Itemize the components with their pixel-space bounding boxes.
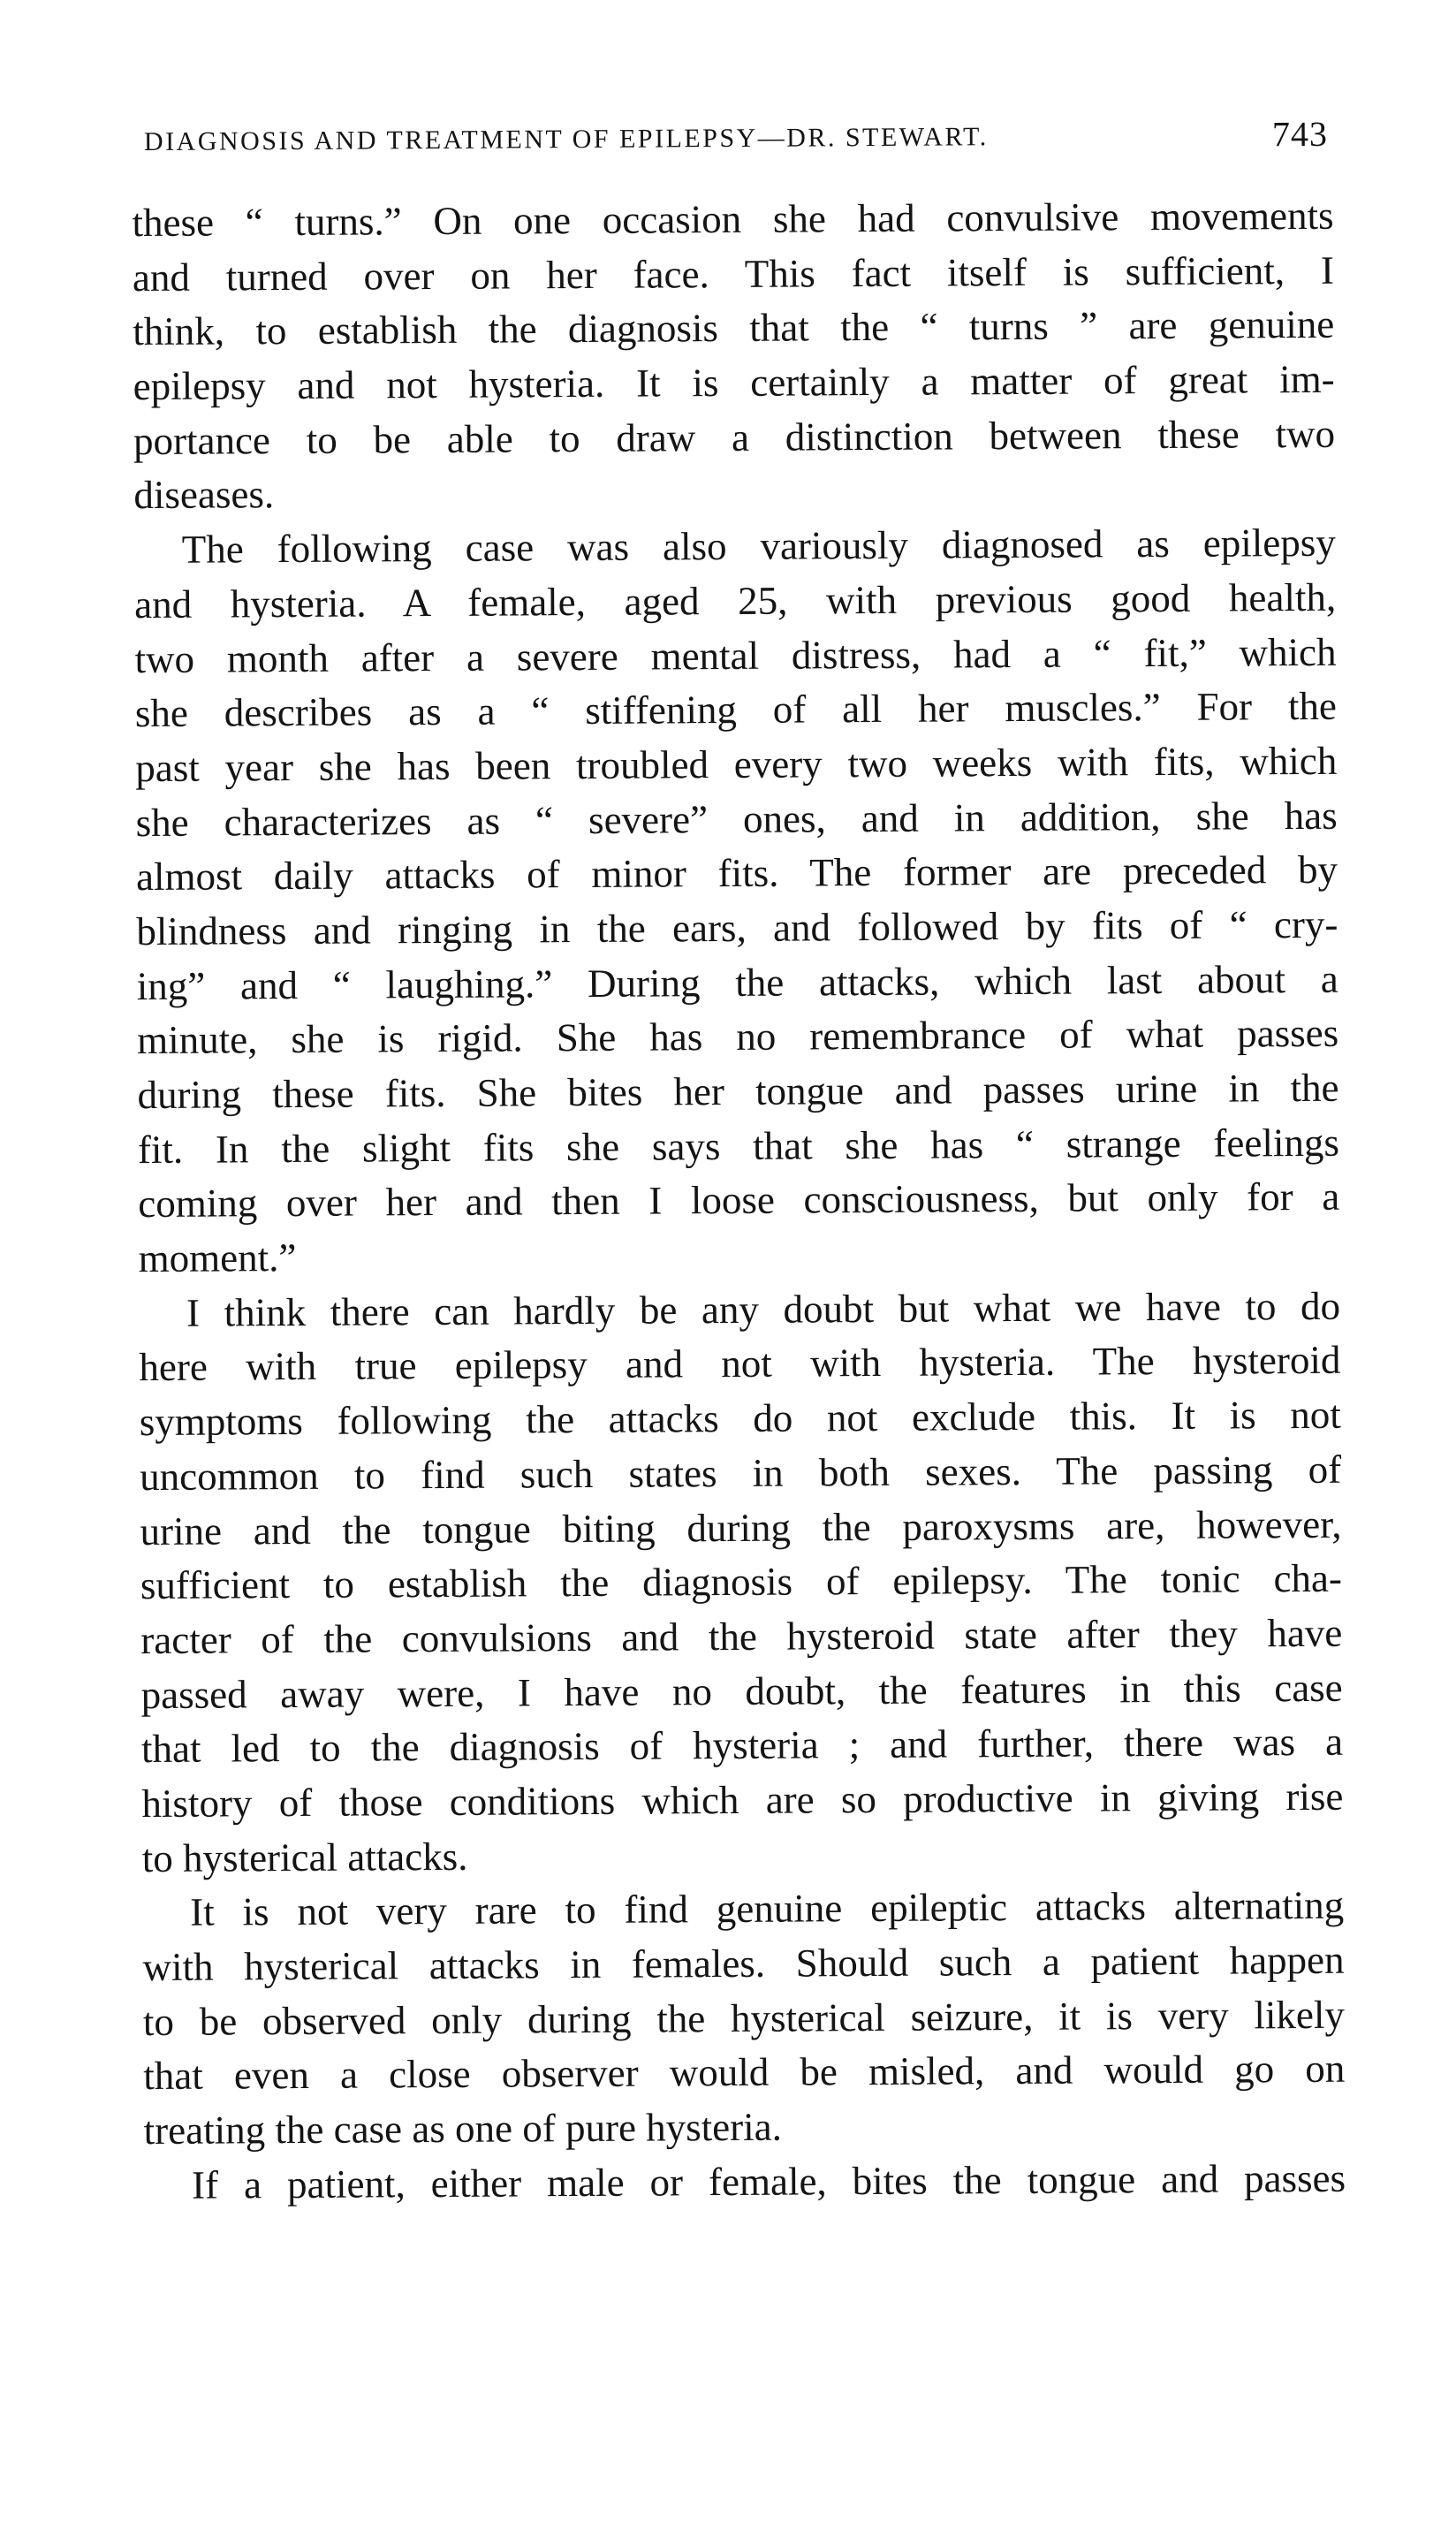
text-line: epilepsy and not hysteria. It is certainly a matter of great im- xyxy=(133,356,1335,409)
text-line: two month after a severe mental distress, had a “ fit,” which xyxy=(134,629,1337,681)
text-line: during these fits. She bites her tongue and passes urine in the xyxy=(137,1065,1339,1118)
text-line: think, to establish the diagnosis that the “ turns ” are genuine xyxy=(133,302,1335,354)
text-line: she characterizes as “ severe” ones, and in addition, she has xyxy=(135,793,1338,845)
text-line: If a patient, either male or female, bites the tongue and passes xyxy=(191,2155,1346,2207)
text-line: uncommon to find such states in both sexes. The passing of xyxy=(140,1447,1342,1499)
running-title: DIAGNOSIS AND TREATMENT OF EPILEPSY—DR. STEWART. xyxy=(143,122,989,157)
text-line: moment.” xyxy=(138,1235,297,1281)
text-line: racter of the convulsions and the hysteroid state after they have xyxy=(140,1610,1343,1662)
text-line: diseases. xyxy=(133,472,275,518)
text-line: these “ turns.” On one occasion she had convulsive movements xyxy=(132,193,1334,246)
text-line: to hysterical attacks. xyxy=(141,1834,468,1880)
text-line: ing” and “ laughing.” During the attacks, which last about a xyxy=(136,956,1338,1008)
text-line: blindness and ringing in the ears, and followed by fits of “ cry- xyxy=(136,901,1338,954)
text-line: that even a close observer would be misled, and would go on xyxy=(143,2047,1346,2099)
text-line: It is not very rare to find genuine epileptic attacks alternating xyxy=(190,1883,1345,1935)
text-line: and turned over on her face. This fact itself is sufficient, I xyxy=(132,247,1335,300)
text-line: and hysteria. A female, aged 25, with previous good health, xyxy=(134,574,1337,627)
text-line: portance to be able to draw a distinction between these two xyxy=(133,411,1336,463)
body-text xyxy=(132,189,1346,2214)
text-line: urine and the tongue biting during the paroxysms are, however, xyxy=(140,1501,1342,1553)
running-head xyxy=(144,111,1328,171)
text-line: sufficient to establish the diagnosis of epilepsy. The tonic cha- xyxy=(140,1555,1343,1608)
text-line: she describes as a “ stiffening of all her muscles.” For the xyxy=(134,683,1338,736)
text-line: minute, she is rigid. She has no remembrance of what passes xyxy=(137,1011,1339,1063)
text-line: here with true epilepsy and not with hysteria. The hysteroid xyxy=(139,1338,1341,1390)
text-line: I think there can hardly be any doubt but what we have to do xyxy=(186,1283,1341,1335)
text-line: almost daily attacks of minor fits. The former are preceded by xyxy=(135,847,1338,900)
text-line: history of those conditions which are so productive in giving rise xyxy=(141,1774,1344,1827)
text-line: treating the case as one of pure hysteria. xyxy=(143,2104,783,2153)
page-number: 743 xyxy=(1271,113,1329,155)
text-line: coming over her and then I loose consciousness, but only for a xyxy=(138,1174,1340,1227)
text-line: that led to the diagnosis of hysteria ; and further, there was a xyxy=(140,1720,1344,1772)
text-line: to be observed only during the hysterical seizure, it is very likely xyxy=(142,1992,1346,2044)
text-line: fit. In the slight fits she says that she has “ strange feelings xyxy=(137,1120,1340,1172)
text-line: with hysterical attacks in females. Should such a patient happen xyxy=(142,1937,1345,1990)
text-line: passed away were, I have no doubt, the features in this case xyxy=(140,1665,1343,1717)
text-line: symptoms following the attacks do not exclude this. It is not xyxy=(139,1392,1341,1445)
text-line: The following case was also variously diagnosed as epilepsy xyxy=(181,520,1336,572)
text-line: past year she has been troubled every two weeks with fits, which xyxy=(135,738,1338,790)
